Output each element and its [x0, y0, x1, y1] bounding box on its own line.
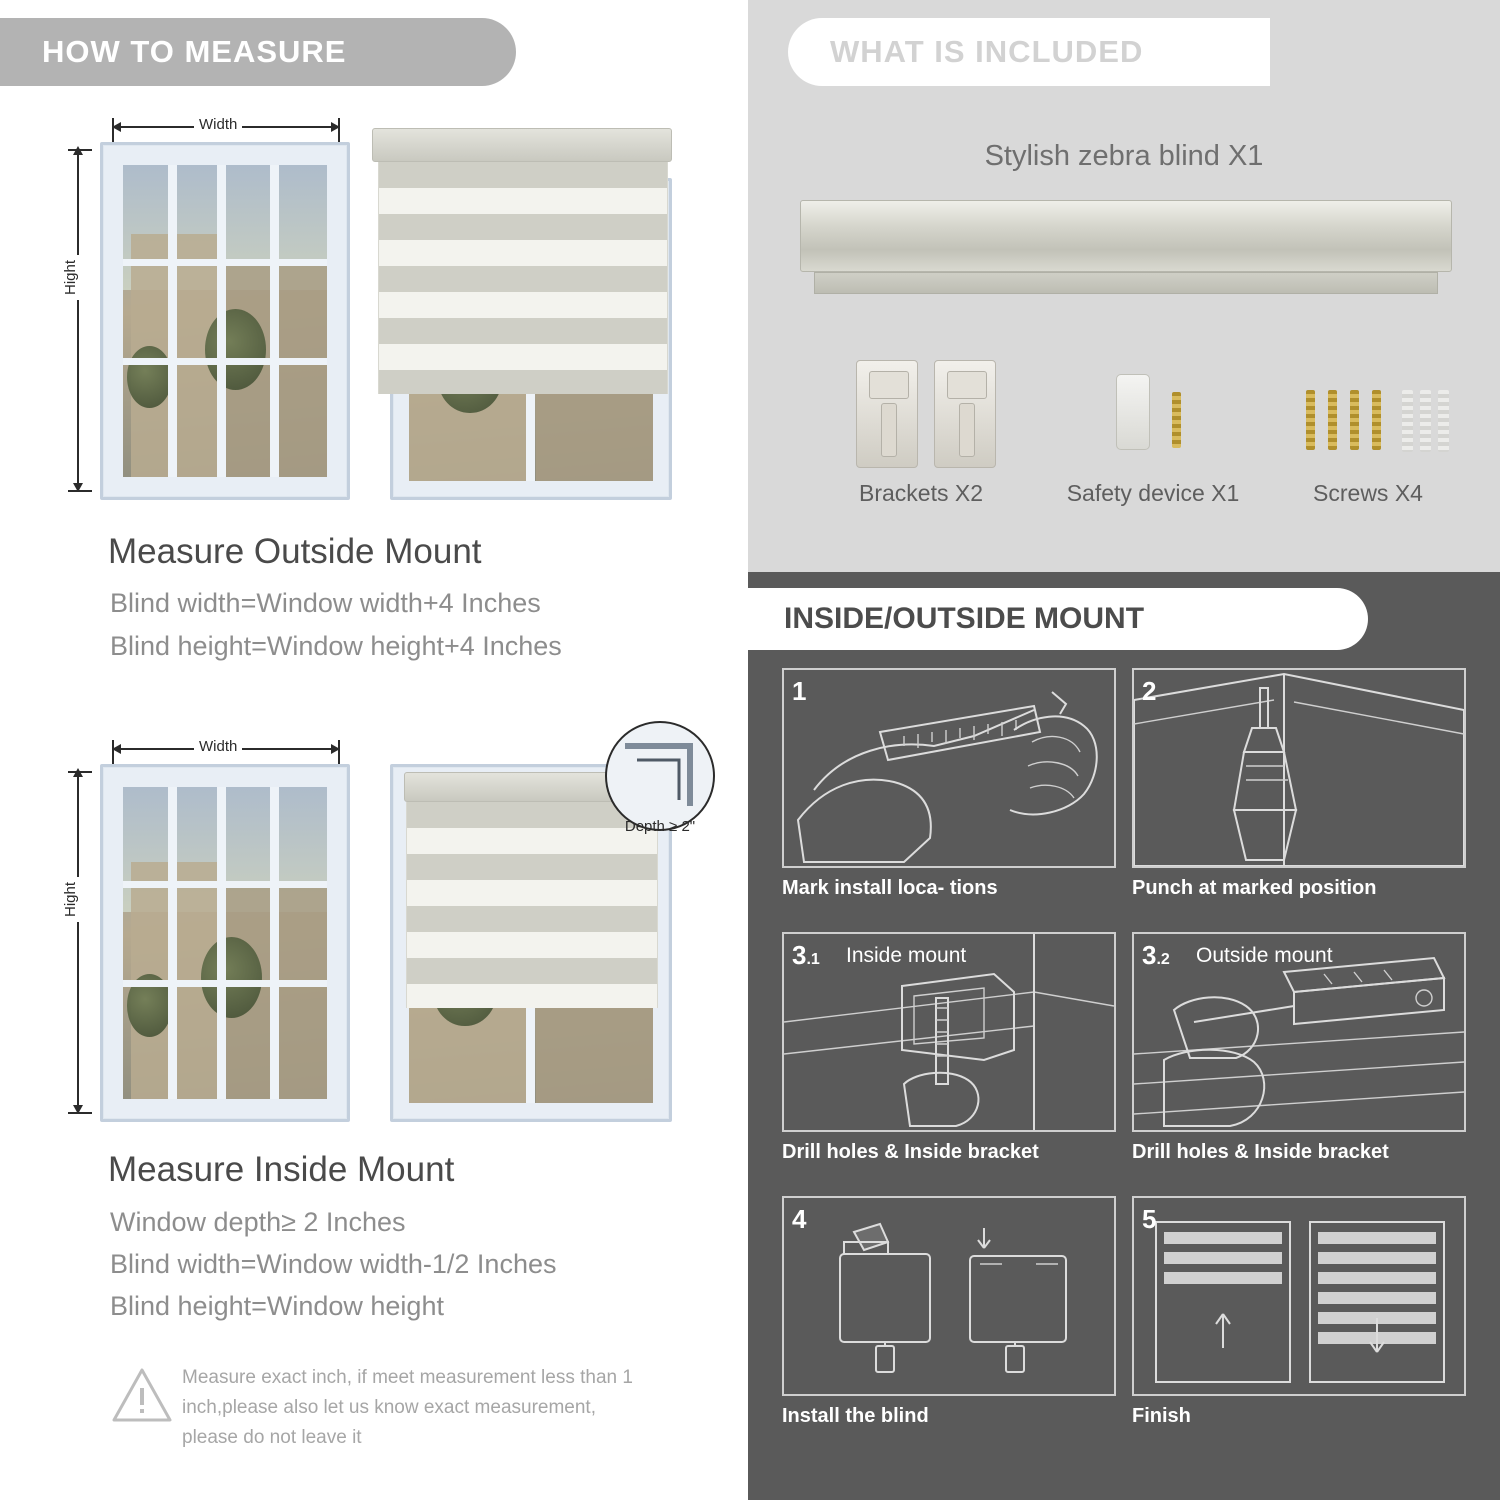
tree [127, 346, 172, 408]
part-safety-device [1044, 352, 1262, 512]
mount-step-3-1-number: 3.1 [792, 940, 820, 970]
bracket-icon [934, 360, 996, 468]
mullion-horizontal [123, 259, 327, 266]
outside-width-tick-left [112, 118, 114, 142]
mullion-horizontal [123, 881, 327, 888]
finish-illustration [1134, 1198, 1464, 1394]
mount-header [748, 588, 1368, 650]
measure-hands-illustration [784, 670, 1114, 866]
mount-step-1-caption: Mark install loca- tions [782, 877, 998, 899]
mount-step-2 [1132, 668, 1466, 900]
inside-window-glass [123, 787, 327, 1099]
outside-width-label: Width [194, 116, 242, 133]
tree [201, 937, 262, 1018]
blind-bottom-lip [814, 272, 1438, 294]
included-parts-row [748, 352, 1500, 522]
inside-height-tick-bottom [68, 1112, 92, 1114]
mullion-vertical [168, 165, 177, 477]
install-blind-illustration [784, 1198, 1114, 1394]
screw-icon [1306, 390, 1315, 450]
outside-window-frame [100, 142, 350, 500]
what-is-included-header [788, 18, 1270, 86]
mount-step-4-number: 4 [792, 1204, 807, 1234]
mount-step-3-2 [1132, 932, 1466, 1164]
wall-anchor-icon [1420, 390, 1431, 452]
part-brackets [796, 352, 1046, 512]
mount-step-3-1-inline-label: Inside mount [846, 944, 967, 967]
outside-width-tick-right [338, 118, 340, 142]
how-to-measure-title: HOW TO MEASURE [42, 34, 347, 69]
mullion-horizontal [123, 980, 327, 987]
outside-height-tick-top [68, 149, 92, 151]
outside-height-tick-bottom [68, 490, 92, 492]
inside-mount-line-2: Blind width=Window width-1/2 Inches [110, 1249, 557, 1279]
mount-step-3-1 [782, 932, 1116, 1164]
screw-icon [1328, 390, 1337, 450]
blind-tube [800, 200, 1452, 272]
mullion-vertical [217, 165, 226, 477]
outside-window-glass [123, 165, 327, 477]
inside-height-label: Hight [62, 877, 79, 922]
outside-blind-headrail [372, 128, 672, 162]
part-label-screws: Screws X4 [1313, 480, 1423, 506]
inside-width-tick-left [112, 740, 114, 764]
what-is-included-title: WHAT IS INCLUDED [830, 34, 1144, 69]
zebra-blind-product [800, 200, 1452, 305]
depth-callout-label: Depth ≥ 2" [624, 818, 696, 835]
inside-width-tick-right [338, 740, 340, 764]
wall-anchor-icon [1402, 390, 1413, 452]
how-to-measure-panel [0, 0, 740, 1500]
mount-step-2-caption: Punch at marked position [1132, 877, 1377, 899]
inside-height-tick-top [68, 771, 92, 773]
mount-step-5 [1132, 1196, 1466, 1428]
mullion-vertical [270, 787, 279, 1099]
mullion-vertical [217, 787, 226, 1099]
mount-step-3-2-caption: Drill holes & Inside bracket [1132, 1141, 1389, 1163]
wall-anchor-icon [1438, 390, 1449, 452]
drill-illustration [1134, 670, 1464, 866]
mount-step-3-2-image [1132, 932, 1466, 1132]
screw-icon [1172, 392, 1181, 448]
inside-mount-title: Measure Inside Mount [108, 1150, 455, 1189]
mount-step-2-number: 2 [1142, 676, 1157, 706]
what-is-included-panel [748, 0, 1500, 572]
screw-icon [1350, 390, 1359, 450]
outside-mount-line-2: Blind height=Window height+4 Inches [110, 631, 562, 661]
zebra-stripes [379, 162, 667, 394]
measure-note-text: Measure exact inch, if meet measurement less than 1 inch,please also let us know exact measurement, please do not leave it [182, 1367, 633, 1448]
inside-width-label: Width [194, 738, 242, 755]
mount-step-5-image [1132, 1196, 1466, 1396]
mullion-horizontal [123, 358, 327, 365]
inside-mount-line-3: Blind height=Window height [110, 1291, 444, 1321]
outside-height-label: Hight [62, 255, 79, 300]
mount-step-5-number: 5 [1142, 1204, 1157, 1234]
inside-outside-mount-panel [748, 572, 1500, 1500]
outside-mount-title: Measure Outside Mount [108, 532, 482, 571]
outside-height-dimension-line [77, 150, 79, 490]
mount-step-4-caption: Install the blind [782, 1405, 929, 1427]
mount-step-2-image [1132, 668, 1466, 868]
safety-device-icon [1116, 374, 1150, 450]
part-label-safety: Safety device X1 [1066, 480, 1240, 506]
inside-mount-line-1: Window depth≥ 2 Inches [110, 1207, 406, 1237]
mullion-vertical [270, 165, 279, 477]
inside-height-dimension-line [77, 772, 79, 1112]
warning-icon [110, 1364, 174, 1426]
mount-step-3-1-image [782, 932, 1116, 1132]
mount-step-1-image [782, 668, 1116, 868]
mullion-vertical [168, 787, 177, 1099]
mount-step-3-2-inline-label: Outside mount [1196, 944, 1333, 967]
outside-mount-line-1: Blind width=Window width+4 Inches [110, 588, 541, 618]
inside-window-frame [100, 764, 350, 1122]
screw-icon [1372, 390, 1381, 450]
mount-step-1 [782, 668, 1116, 900]
how-to-measure-header [0, 18, 516, 86]
mount-step-4-image [782, 1196, 1116, 1396]
bracket-icon [856, 360, 918, 468]
part-screws [1260, 352, 1476, 512]
tree [205, 309, 266, 390]
mount-title: INSIDE/OUTSIDE MOUNT [784, 602, 1145, 635]
mount-step-5-caption: Finish [1132, 1405, 1191, 1427]
mount-step-3-1-caption: Drill holes & Inside bracket [782, 1141, 1039, 1163]
mount-step-1-number: 1 [792, 676, 807, 706]
outside-blind-fabric [378, 162, 668, 394]
part-label-brackets: Brackets X2 [859, 480, 983, 506]
included-main-item-label: Stylish zebra blind X1 [984, 140, 1264, 172]
mount-step-3-2-number: 3.2 [1142, 940, 1170, 970]
mount-step-4 [782, 1196, 1116, 1428]
